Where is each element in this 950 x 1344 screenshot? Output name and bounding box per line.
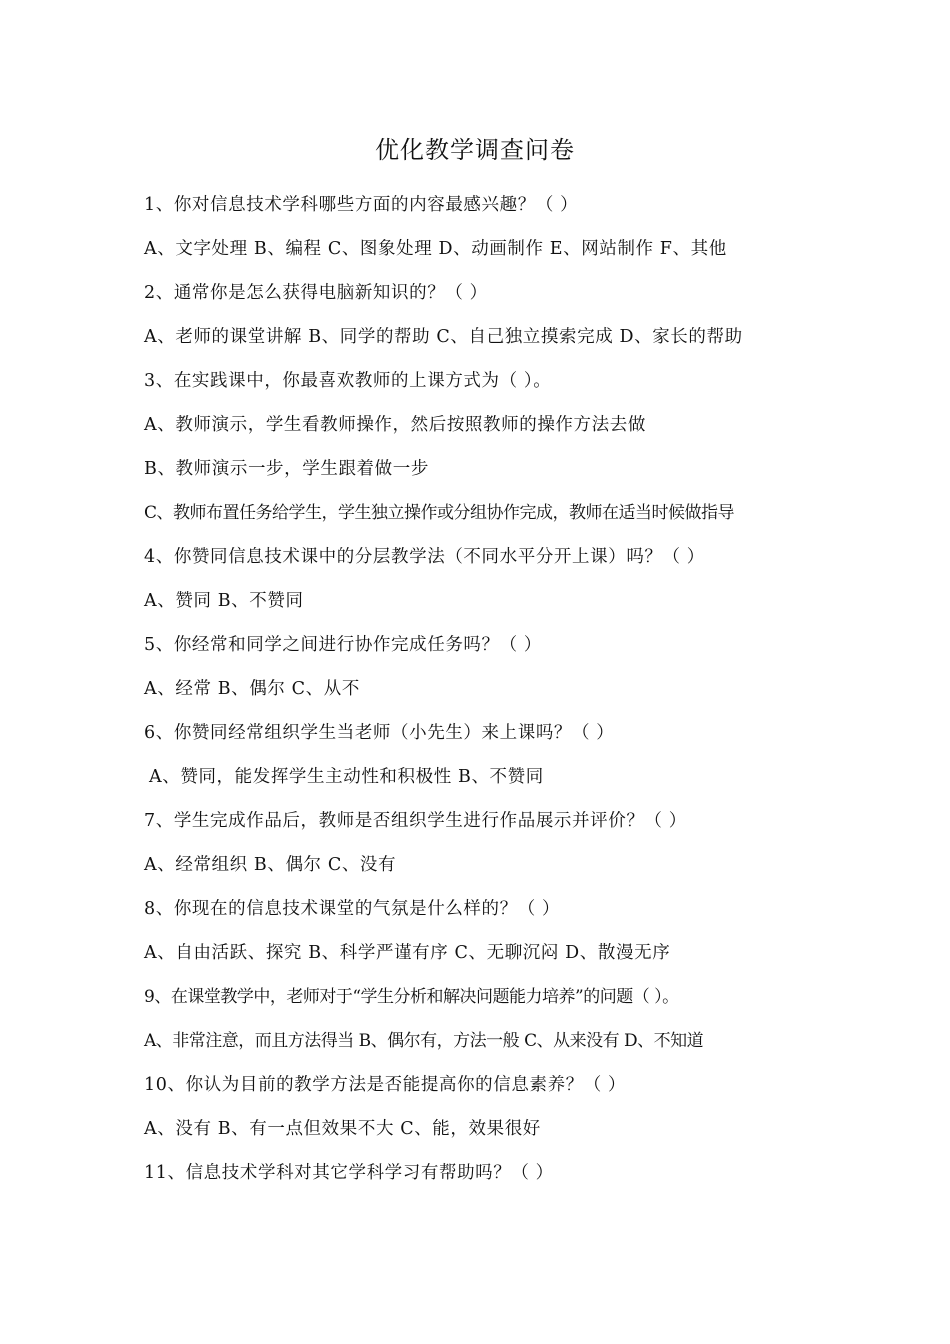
question-8: 8、你现在的信息技术课堂的气氛是什么样的？（ ） xyxy=(144,899,561,919)
question-11: 11、信息技术学科对其它学科学习有帮助吗？（ ） xyxy=(144,1163,554,1183)
question-6: 6、你赞同经常组织学生当老师（小先生）来上课吗？（ ） xyxy=(144,723,615,743)
question-3-option-a: A、教师演示，学生看教师操作，然后按照教师的操作方法去做 xyxy=(144,415,646,435)
question-4: 4、你赞同信息技术课中的分层教学法（不同水平分开上课）吗？（ ） xyxy=(144,547,705,567)
question-2: 2、通常你是怎么获得电脑新知识的？（ ） xyxy=(144,283,488,303)
question-9-options: A、非常注意，而且方法得当 B、偶尔有，方法一般 C、从来没有 D、不知道 xyxy=(144,1031,704,1051)
question-8-options: A、自由活跃、探究 B、科学严谨有序 C、无聊沉闷 D、散漫无序 xyxy=(144,943,671,963)
question-10: 10、你认为目前的教学方法是否能提高你的信息素养？（ ） xyxy=(144,1075,627,1095)
question-3: 3、在实践课中，你最喜欢教师的上课方式为（ ）。 xyxy=(144,371,552,391)
question-4-options: A、赞同 B、不赞同 xyxy=(144,591,304,611)
question-5: 5、你经常和同学之间进行协作完成任务吗？（ ） xyxy=(144,635,542,655)
question-10-options: A、没有 B、有一点但效果不大 C、能，效果很好 xyxy=(144,1119,541,1139)
question-9: 9、在课堂教学中，老师对于“学生分析和解决问题能力培养”的问题（ ）。 xyxy=(144,987,679,1007)
question-3-option-b: B、教师演示一步，学生跟着做一步 xyxy=(144,459,429,479)
question-6-options: A、赞同，能发挥学生主动性和积极性 B、不赞同 xyxy=(149,767,544,787)
question-1-options: A、文字处理 B、编程 C、图象处理 D、动画制作 E、网站制作 F、其他 xyxy=(144,239,727,259)
question-5-options: A、经常 B、偶尔 C、从不 xyxy=(144,679,360,699)
question-7-options: A、经常组织 B、偶尔 C、没有 xyxy=(144,855,397,875)
question-3-option-c: C、教师布置任务给学生，学生独立操作或分组协作完成，教师在适当时候做指导 xyxy=(144,503,735,523)
question-1: 1、你对信息技术学科哪些方面的内容最感兴趣？（ ） xyxy=(144,195,579,215)
questionnaire-body xyxy=(144,188,824,1200)
question-2-options: A、老师的课堂讲解 B、同学的帮助 C、自己独立摸索完成 D、家长的帮助 xyxy=(144,327,743,347)
question-7: 7、学生完成作品后，教师是否组织学生进行作品展示并评价？（ ） xyxy=(144,811,687,831)
page-title: 优化教学调查问卷 xyxy=(375,136,575,164)
